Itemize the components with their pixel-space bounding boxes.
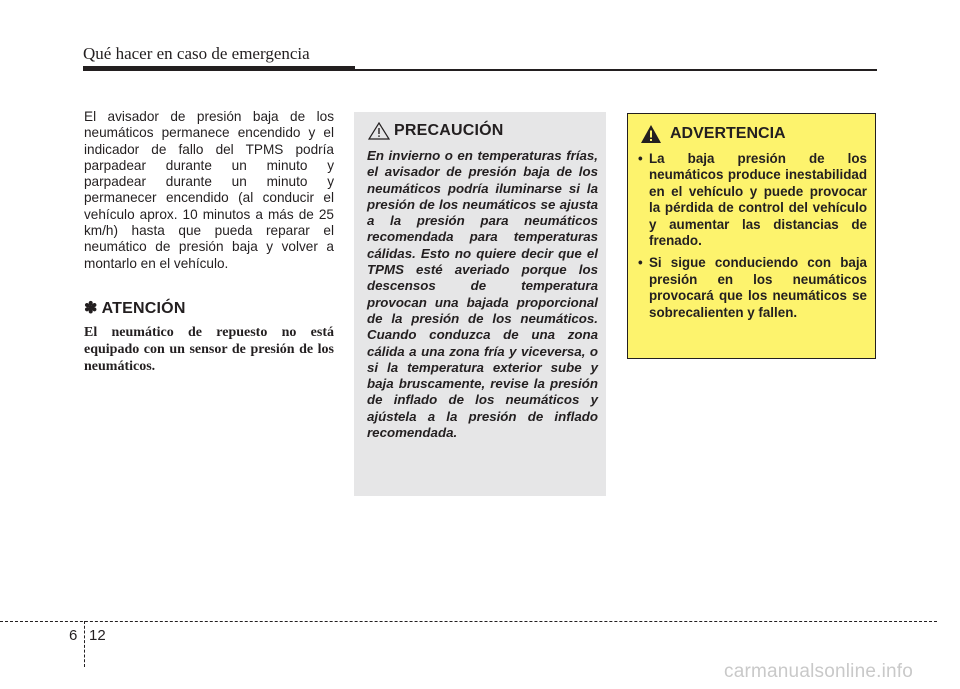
caution-title: PRECAUCIÓN: [394, 122, 504, 139]
footer-vertical-divider: [84, 621, 85, 667]
attention-title: ATENCIÓN: [101, 299, 186, 317]
attention-symbol-icon: ✽: [84, 299, 98, 317]
attention-heading: [84, 298, 334, 318]
header-rule-thick: [83, 66, 355, 71]
caution-heading: [367, 120, 602, 142]
left-column: [84, 109, 334, 375]
attention-text: El neumático de repuesto no está equipado con un sensor de presión de los neumáticos.: [84, 324, 334, 374]
warning-heading: [640, 123, 867, 145]
warning-item-text: Si sigue conduciendo con baja presión en los neumáticos provocará que los neumáticos se sobrecalienten y fallen.: [649, 255, 867, 320]
warning-item: [638, 255, 867, 321]
header-rule-thin: [355, 69, 877, 71]
section-title: Qué hacer en caso de emergencia: [83, 44, 310, 63]
bullet-icon: •: [638, 255, 643, 271]
warning-triangle-outline-icon: [367, 121, 391, 141]
warning-list: [638, 151, 867, 321]
bullet-icon: •: [638, 151, 643, 166]
warning-item: [638, 151, 867, 249]
chapter-number: 6: [69, 627, 78, 644]
caution-text: En invierno o en temperaturas frías, el avisador de presión baja de los neumáticos podría iluminarse si la presión de los neumáticos se ajusta a la presión para neumáticos recomendada para temperaturas cálidas. Esto no quiere decir que el TPMS esté averiado porque los descensos de temperatura provocan una bajada proporcional de la presión de los neumáticos. Cuando conduzca de una zona cálida a una zona fría y viceversa, o si la temperatura exterior sube y baja bruscamente, revise la presión de inflado de los neumáticos y ajústela a la presión de inflado recomendada.: [367, 148, 598, 441]
tpms-paragraph: El avisador de presión baja de los neumáticos permanece encendido y el indicador de fallo del TPMS podría parpadear durante un minuto y parpadear durante un minuto y permanecer encendido (al conducir el vehículo aprox. 10 minutos a más de 25 km/h) hasta que pueda reparar el neumático de presión baja y volver a montarlo en el vehículo.: [84, 109, 334, 271]
page-number: 12: [89, 627, 106, 644]
caution-box: [354, 112, 606, 496]
warning-title: ADVERTENCIA: [670, 125, 786, 142]
warning-box: [627, 113, 876, 359]
warning-item-text: La baja presión de los neumáticos produce inestabilidad en el vehículo y puede provocar la pérdida de control del vehículo y aumentar las distancias de frenado.: [649, 151, 867, 249]
footer-dashed-rule: [0, 621, 937, 622]
watermark: carmanualsonline.info: [724, 661, 914, 682]
warning-triangle-filled-icon: [640, 124, 662, 144]
